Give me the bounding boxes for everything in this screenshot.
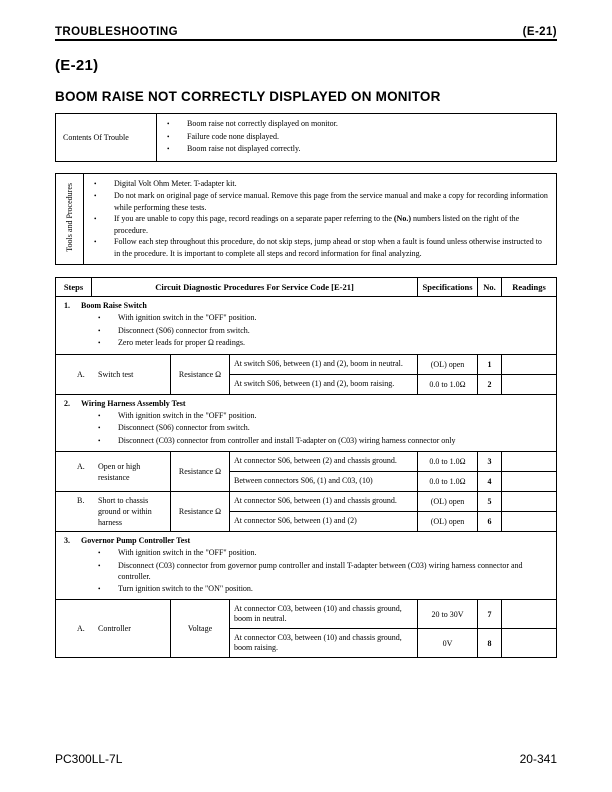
section-2-header xyxy=(56,394,557,452)
step-label xyxy=(56,495,167,528)
list-item-text: Do not mark on original page of service manual. Remove this page from the service manual and make a copy for recording information while performing these tests. xyxy=(114,191,548,212)
running-header-right: (E-21) xyxy=(522,26,557,38)
step-letter: A. xyxy=(77,624,85,633)
tools-and-procedures-box xyxy=(55,173,557,266)
reading-cell xyxy=(502,374,557,394)
bullet-icon: • xyxy=(98,436,101,445)
check-description: Between connectors S06, (1) and C03, (10) xyxy=(230,472,418,492)
list-item-text-pre: If you are unable to copy this page, record readings on a separate paper referring to the xyxy=(114,214,394,223)
list-item xyxy=(56,583,552,596)
list-item xyxy=(56,312,552,325)
specification-value: (OL) open xyxy=(418,492,478,512)
list-item-text: Disconnect (S06) connector from switch. xyxy=(118,423,250,432)
step-label-text: Open or high resistance xyxy=(98,461,141,482)
section-3-header xyxy=(56,532,557,600)
step-label-cell xyxy=(56,452,171,492)
step-label-text: Switch test xyxy=(98,369,134,379)
bullet-icon: • xyxy=(98,424,101,432)
running-header xyxy=(55,26,557,41)
specification-value: (OL) open xyxy=(418,354,478,374)
check-description: At connector C03, between (10) and chassis ground, boom in neutral. xyxy=(230,600,418,629)
step-label-text: Controller xyxy=(98,624,131,633)
list-item xyxy=(157,143,548,156)
bullet-icon: • xyxy=(98,326,101,335)
list-item xyxy=(84,213,548,236)
section-title-text: Governor Pump Controller Test xyxy=(81,536,191,545)
section-header-row xyxy=(56,532,557,600)
list-item xyxy=(56,337,552,350)
list-item-text: Disconnect (S06) connector from switch. xyxy=(118,325,250,335)
list-item-text: Follow each step throughout this procedure, do not skip steps, jump ahead or stop when a fault is found unless otherwise instructed to in the procedure. It is important to complete all steps and record information for final analyzing. xyxy=(114,237,542,258)
bullet-icon: • xyxy=(94,179,97,188)
bullet-icon: • xyxy=(167,145,170,153)
bullet-icon: • xyxy=(167,132,170,141)
list-item-text: Boom raise not correctly displayed on monitor. xyxy=(187,119,338,128)
check-number: 7 xyxy=(478,600,502,629)
check-number: 8 xyxy=(478,629,502,658)
check-row xyxy=(56,600,557,629)
method-cell: Resistance Ω xyxy=(171,452,230,492)
tools-label-cell xyxy=(56,173,84,265)
check-description: At switch S06, between (1) and (2), boom in neutral. xyxy=(230,354,418,374)
column-header-specifications: Specifications xyxy=(418,278,478,297)
section-title-text: Wiring Harness Assembly Test xyxy=(81,398,186,408)
reading-cell xyxy=(502,354,557,374)
bullet-icon: • xyxy=(94,192,97,200)
section-title xyxy=(56,535,552,547)
contents-label: Contents Of Trouble xyxy=(56,114,157,162)
check-number: 1 xyxy=(478,354,502,374)
step-label-cell xyxy=(56,354,171,394)
list-item xyxy=(56,410,552,423)
list-item-text: Boom raise not displayed correctly. xyxy=(187,144,301,153)
bullet-icon: • xyxy=(98,339,101,347)
check-description: At connector S06, between (2) and chassis ground. xyxy=(230,452,418,472)
contents-row xyxy=(56,114,557,162)
section-title xyxy=(56,300,552,312)
specification-value: 0V xyxy=(418,629,478,658)
method-cell: Resistance Ω xyxy=(171,492,230,532)
footer-page-number: 20-341 xyxy=(519,752,557,766)
diagnostic-table xyxy=(55,277,557,658)
page-title: BOOM RAISE NOT CORRECTLY DISPLAYED ON MONITOR xyxy=(55,89,441,104)
column-header-steps: Steps xyxy=(56,278,92,297)
list-item xyxy=(157,118,548,131)
section-number: 3. xyxy=(64,536,70,545)
bullet-icon: • xyxy=(98,561,101,570)
running-header-left: TROUBLESHOOTING xyxy=(55,26,178,38)
service-code-heading: (E-21) xyxy=(55,57,99,74)
column-header-procedures: Circuit Diagnostic Procedures For Service Code [E-21] xyxy=(92,278,418,297)
column-header-no: No. xyxy=(478,278,502,297)
column-header-readings: Readings xyxy=(502,278,557,297)
section-1-header xyxy=(56,297,557,355)
step-letter: A. xyxy=(77,369,85,379)
list-item xyxy=(56,435,552,448)
check-description: At connector S06, between (1) and chassis ground. xyxy=(230,492,418,512)
list-item-text-post: numbers listed on the right of the procedure. xyxy=(114,214,520,235)
specification-value: 0.0 to 1.0Ω xyxy=(418,374,478,394)
reading-cell xyxy=(502,452,557,472)
list-item-text: Disconnect (C03) connector from controller and install T-adapter on (C03) wiring harness connector only xyxy=(118,435,456,445)
contents-of-trouble-box xyxy=(55,113,557,162)
bullet-icon: • xyxy=(94,215,97,223)
page-footer xyxy=(55,752,557,766)
reading-cell xyxy=(502,512,557,532)
list-item xyxy=(84,190,548,213)
specification-value: 20 to 30V xyxy=(418,600,478,629)
tools-row xyxy=(56,173,557,265)
check-row xyxy=(56,354,557,374)
list-item-text: With ignition switch in the "OFF" position. xyxy=(118,313,257,322)
specification-value: (OL) open xyxy=(418,512,478,532)
list-item-text: With ignition switch in the "OFF" position. xyxy=(118,410,257,420)
bullet-icon: • xyxy=(98,411,101,420)
list-item xyxy=(157,131,548,144)
reading-cell xyxy=(502,629,557,658)
list-item xyxy=(56,560,552,583)
check-description: At connector C03, between (10) and chassis ground, boom raising. xyxy=(230,629,418,658)
check-description: At switch S06, between (1) and (2), boom raising. xyxy=(230,374,418,394)
reading-cell xyxy=(502,600,557,629)
section-header-row xyxy=(56,394,557,452)
step-label-cell xyxy=(56,600,171,658)
check-row xyxy=(56,452,557,472)
list-item-text-bold: (No.) xyxy=(393,214,411,223)
check-number: 3 xyxy=(478,452,502,472)
specification-value: 0.0 to 1.0Ω xyxy=(418,452,478,472)
list-item xyxy=(56,422,552,435)
specification-value: 0.0 to 1.0Ω xyxy=(418,472,478,492)
diagnostic-table-header-row xyxy=(56,278,557,297)
step-letter: B. xyxy=(77,496,85,505)
list-item-text: Digital Volt Ohm Meter. T-adapter kit. xyxy=(114,178,237,188)
footer-model-number: PC300LL-7L xyxy=(55,752,123,766)
section-header-row xyxy=(56,297,557,355)
section-number: 1. xyxy=(64,301,70,310)
list-item xyxy=(56,325,552,338)
check-description: At connector S06, between (1) and (2) xyxy=(230,512,418,532)
list-item xyxy=(56,547,552,560)
step-label xyxy=(56,369,167,380)
check-row xyxy=(56,492,557,512)
reading-cell xyxy=(502,492,557,512)
step-label xyxy=(56,623,167,634)
bullet-icon: • xyxy=(94,238,97,246)
tools-label: Tools and Procedures xyxy=(64,183,74,253)
bullet-icon: • xyxy=(98,549,101,557)
section-title-text: Boom Raise Switch xyxy=(81,301,147,310)
bullet-icon: • xyxy=(98,584,101,593)
step-letter: A. xyxy=(77,461,85,471)
step-label xyxy=(56,461,167,483)
method-cell: Resistance Ω xyxy=(171,354,230,394)
list-item-text: Disconnect (C03) connector from governor pump controller and install T-adapter between (C03) wiring harness connector and controller. xyxy=(118,560,523,581)
list-item-text: With ignition switch in the "OFF" position. xyxy=(118,548,257,557)
check-number: 5 xyxy=(478,492,502,512)
list-item-text: Turn ignition switch to the "ON" position. xyxy=(118,583,253,593)
tools-items xyxy=(84,173,557,265)
list-item xyxy=(84,178,548,191)
reading-cell xyxy=(502,472,557,492)
step-label-text: Short to chassis ground or within harness xyxy=(98,496,152,527)
list-item-text: Zero meter leads for proper Ω readings. xyxy=(118,338,246,347)
list-item-text xyxy=(114,213,548,236)
section-number: 2. xyxy=(64,398,70,408)
step-label-cell xyxy=(56,492,171,532)
bullet-icon: • xyxy=(167,120,170,128)
check-number: 2 xyxy=(478,374,502,394)
contents-items xyxy=(157,114,557,162)
section-title xyxy=(56,398,552,410)
bullet-icon: • xyxy=(98,314,101,322)
list-item xyxy=(84,236,548,259)
check-number: 6 xyxy=(478,512,502,532)
list-item-text: Failure code none displayed. xyxy=(187,131,279,141)
method-cell: Voltage xyxy=(171,600,230,658)
check-number: 4 xyxy=(478,472,502,492)
